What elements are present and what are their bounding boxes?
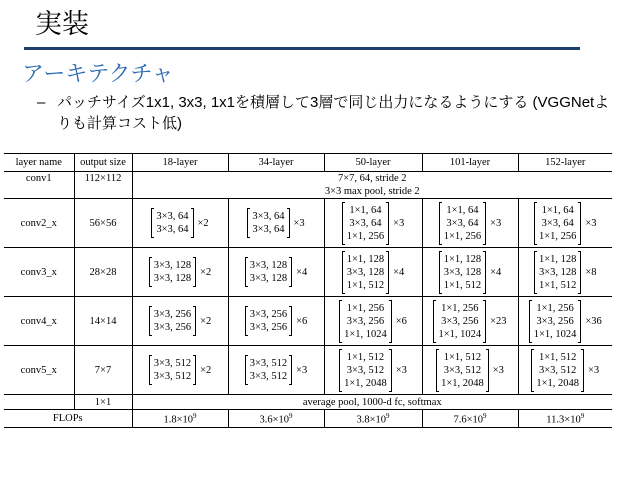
- block-multiplier: ×6: [395, 315, 407, 327]
- block-layer-line: 1×1, 512: [538, 351, 577, 363]
- block-bracket: [433, 301, 486, 342]
- block-layer-line: 3×3, 256: [249, 322, 288, 333]
- block-layer-line: 3×3, 128: [153, 260, 192, 271]
- maxpool-desc-cell: 3×3 max pool, stride 2: [324, 186, 420, 197]
- block-layer-line: 1×1, 512: [443, 351, 482, 363]
- block-cell: [422, 346, 518, 395]
- header-cell: 50-layer: [324, 154, 422, 172]
- block-bracket: [534, 203, 581, 244]
- table-row: [4, 395, 612, 410]
- block-cell: [422, 248, 518, 297]
- residual-block: [339, 350, 407, 391]
- block-multiplier: ×2: [200, 266, 212, 278]
- block-layer-line: 3×3, 512: [538, 364, 577, 376]
- block-multiplier: ×3: [296, 364, 308, 376]
- table-row: [4, 185, 612, 199]
- block-cell: [518, 346, 612, 395]
- bullet-text: パッチサイズ1x1, 3x3, 1x1を積層して3層で同じ出力になるようにする (VGGNetよりも計算コスト低): [57, 94, 610, 132]
- block-layer-line: 1×1, 512: [443, 279, 482, 291]
- flops-cell: $11.3\times 10^9$: [518, 410, 612, 428]
- block-cell: [422, 199, 518, 248]
- block-layer-line: 1×1, 512: [538, 279, 577, 291]
- fc-desc-cell: average pool, 1000-d fc, softmax: [132, 395, 612, 410]
- block-layer-line: 3×3, 64: [252, 211, 285, 222]
- block-layer-line: 3×3, 512: [443, 364, 482, 376]
- residual-block: [436, 350, 504, 391]
- header-cell: layer name: [4, 154, 74, 172]
- block-multiplier: ×4: [490, 266, 502, 278]
- layer-name-cell: conv3_x: [4, 248, 74, 297]
- block-bracket: [149, 356, 196, 384]
- output-size-cell: 112×112: [74, 172, 132, 186]
- residual-block: [149, 307, 212, 335]
- block-cell: [132, 346, 228, 395]
- resnet-architecture-table: [4, 153, 612, 428]
- block-layer-line: 3×3, 512: [346, 364, 385, 376]
- residual-block: [342, 252, 405, 293]
- block-multiplier: ×4: [393, 266, 405, 278]
- block-bracket: [247, 209, 289, 237]
- block-layer-line: 1×1, 512: [346, 279, 385, 291]
- block-layer-line: 1×1, 64: [446, 204, 479, 216]
- block-layer-line: 3×3, 512: [249, 371, 288, 382]
- block-layer-line: 3×3, 512: [249, 358, 288, 369]
- block-cell: [324, 199, 422, 248]
- block-layer-line: 3×3, 64: [446, 217, 479, 229]
- residual-block: [433, 301, 506, 342]
- block-cell: [228, 346, 324, 395]
- flops-label-cell: FLOPs: [4, 410, 132, 428]
- block-multiplier: ×23: [490, 315, 507, 327]
- block-cell: [228, 199, 324, 248]
- residual-block: [534, 203, 597, 244]
- block-layer-line: 1×1, 64: [349, 204, 382, 216]
- block-layer-line: 3×3, 64: [252, 224, 285, 235]
- block-cell: [422, 297, 518, 346]
- block-layer-line: 1×1, 512: [346, 351, 385, 363]
- block-multiplier: ×36: [585, 315, 602, 327]
- table-row: [4, 346, 612, 395]
- table-row: [4, 199, 612, 248]
- output-size-cell: 7×7: [74, 346, 132, 395]
- block-multiplier: ×3: [588, 364, 600, 376]
- block-bracket: [245, 356, 292, 384]
- block-layer-line: 1×1, 1024: [344, 328, 387, 340]
- residual-block: [245, 258, 308, 286]
- block-multiplier: ×8: [585, 266, 597, 278]
- block-layer-line: 1×1, 256: [346, 302, 385, 314]
- bullet-point: [37, 92, 622, 134]
- block-bracket: [151, 209, 193, 237]
- block-layer-line: 3×3, 128: [538, 266, 577, 278]
- block-multiplier: ×2: [200, 364, 212, 376]
- block-layer-line: 3×3, 256: [249, 309, 288, 320]
- block-layer-line: 3×3, 128: [249, 260, 288, 271]
- block-cell: [324, 297, 422, 346]
- block-multiplier: ×3: [293, 217, 305, 229]
- block-layer-line: 3×3, 64: [349, 217, 382, 229]
- block-bracket: [245, 258, 292, 286]
- block-cell: [228, 297, 324, 346]
- residual-block: [151, 209, 208, 237]
- residual-block: [529, 301, 602, 342]
- block-layer-line: 3×3, 512: [153, 358, 192, 369]
- block-layer-line: 1×1, 256: [443, 230, 482, 242]
- block-layer-line: 1×1, 256: [538, 230, 577, 242]
- block-layer-line: 3×3, 64: [156, 224, 189, 235]
- block-multiplier: ×2: [200, 315, 212, 327]
- block-layer-line: 3×3, 512: [153, 371, 192, 382]
- block-layer-line: 3×3, 256: [536, 315, 574, 327]
- block-layer-line: 1×1, 128: [443, 253, 482, 265]
- flops-cell: $3.8\times 10^9$: [324, 410, 422, 428]
- block-bracket: [534, 252, 581, 293]
- residual-block: [149, 258, 212, 286]
- residual-block: [245, 356, 308, 384]
- block-multiplier: ×3: [393, 217, 405, 229]
- slide-subtitle: アーキテクチャ: [22, 61, 174, 86]
- block-multiplier: ×3: [395, 364, 407, 376]
- block-multiplier: ×4: [296, 266, 308, 278]
- block-multiplier: ×3: [492, 364, 504, 376]
- block-cell: [324, 346, 422, 395]
- table-header-row: [4, 154, 612, 172]
- residual-block: [247, 209, 304, 237]
- block-cell: [228, 248, 324, 297]
- block-cell: [518, 297, 612, 346]
- output-size-cell: 56×56: [74, 199, 132, 248]
- bullet-dash: –: [37, 94, 46, 111]
- residual-block: [534, 252, 597, 293]
- table-row: [4, 297, 612, 346]
- block-bracket: [439, 203, 486, 244]
- block-cell: [132, 248, 228, 297]
- block-multiplier: ×3: [585, 217, 597, 229]
- block-bracket: [342, 203, 389, 244]
- block-layer-line: 3×3, 128: [153, 273, 192, 284]
- output-size-cell: 28×28: [74, 248, 132, 297]
- block-cell: [324, 248, 422, 297]
- output-size-cell: 14×14: [74, 297, 132, 346]
- header-cell: output size: [74, 154, 132, 172]
- block-multiplier: ×2: [197, 217, 209, 229]
- flops-cell: $3.6\times 10^9$: [228, 410, 324, 428]
- block-bracket: [529, 301, 582, 342]
- block-layer-line: 3×3, 64: [156, 211, 189, 222]
- table-row: [4, 172, 612, 186]
- title-underline: [24, 47, 580, 50]
- residual-block: [342, 203, 405, 244]
- block-cell: [132, 297, 228, 346]
- block-layer-line: 1×1, 64: [541, 204, 574, 216]
- block-cell: [518, 199, 612, 248]
- header-cell: 34-layer: [228, 154, 324, 172]
- table-row: [4, 248, 612, 297]
- residual-block: [439, 252, 502, 293]
- residual-block: [149, 356, 212, 384]
- block-multiplier: ×6: [296, 315, 308, 327]
- residual-block: [245, 307, 308, 335]
- block-cell: [518, 248, 612, 297]
- block-layer-line: 3×3, 64: [541, 217, 574, 229]
- block-layer-line: 3×3, 256: [153, 322, 192, 333]
- block-layer-line: 3×3, 256: [441, 315, 479, 327]
- block-layer-line: 1×1, 256: [536, 302, 574, 314]
- header-cell: 18-layer: [132, 154, 228, 172]
- block-bracket: [245, 307, 292, 335]
- layer-name-cell: conv5_x: [4, 346, 74, 395]
- header-cell: 152-layer: [518, 154, 612, 172]
- block-bracket: [339, 301, 392, 342]
- layer-name-cell: conv1: [4, 172, 74, 186]
- residual-block: [339, 301, 407, 342]
- flops-row: [4, 410, 612, 428]
- block-bracket: [342, 252, 389, 293]
- block-layer-line: 1×1, 1024: [533, 328, 577, 340]
- block-layer-line: 1×1, 1024: [438, 328, 482, 340]
- flops-cell: $1.8\times 10^9$: [132, 410, 228, 428]
- block-bracket: [149, 307, 196, 335]
- block-bracket: [436, 350, 489, 391]
- slide-title: 実装: [35, 9, 89, 39]
- block-layer-line: 3×3, 256: [153, 309, 192, 320]
- block-cell: [132, 199, 228, 248]
- block-layer-line: 3×3, 128: [443, 266, 482, 278]
- block-layer-line: 1×1, 2048: [344, 377, 387, 389]
- block-layer-line: 1×1, 2048: [441, 377, 484, 389]
- block-multiplier: ×3: [490, 217, 502, 229]
- block-layer-line: 1×1, 128: [346, 253, 385, 265]
- block-bracket: [531, 350, 584, 391]
- block-layer-line: 3×3, 256: [346, 315, 385, 327]
- block-layer-line: 3×3, 128: [249, 273, 288, 284]
- residual-block: [531, 350, 599, 391]
- header-cell: 101-layer: [422, 154, 518, 172]
- output-size-cell: 1×1: [74, 395, 132, 410]
- block-bracket: [149, 258, 196, 286]
- block-layer-line: 1×1, 128: [538, 253, 577, 265]
- flops-cell: $7.6\times 10^9$: [422, 410, 518, 428]
- block-bracket: [339, 350, 392, 391]
- layer-name-cell: conv2_x: [4, 199, 74, 248]
- block-layer-line: 1×1, 2048: [536, 377, 579, 389]
- block-layer-line: 1×1, 256: [441, 302, 479, 314]
- conv1-desc-cell: 7×7, 64, stride 2: [337, 173, 407, 184]
- residual-block: [439, 203, 502, 244]
- block-bracket: [439, 252, 486, 293]
- block-layer-line: 1×1, 256: [346, 230, 385, 242]
- layer-name-cell: conv4_x: [4, 297, 74, 346]
- block-layer-line: 3×3, 128: [346, 266, 385, 278]
